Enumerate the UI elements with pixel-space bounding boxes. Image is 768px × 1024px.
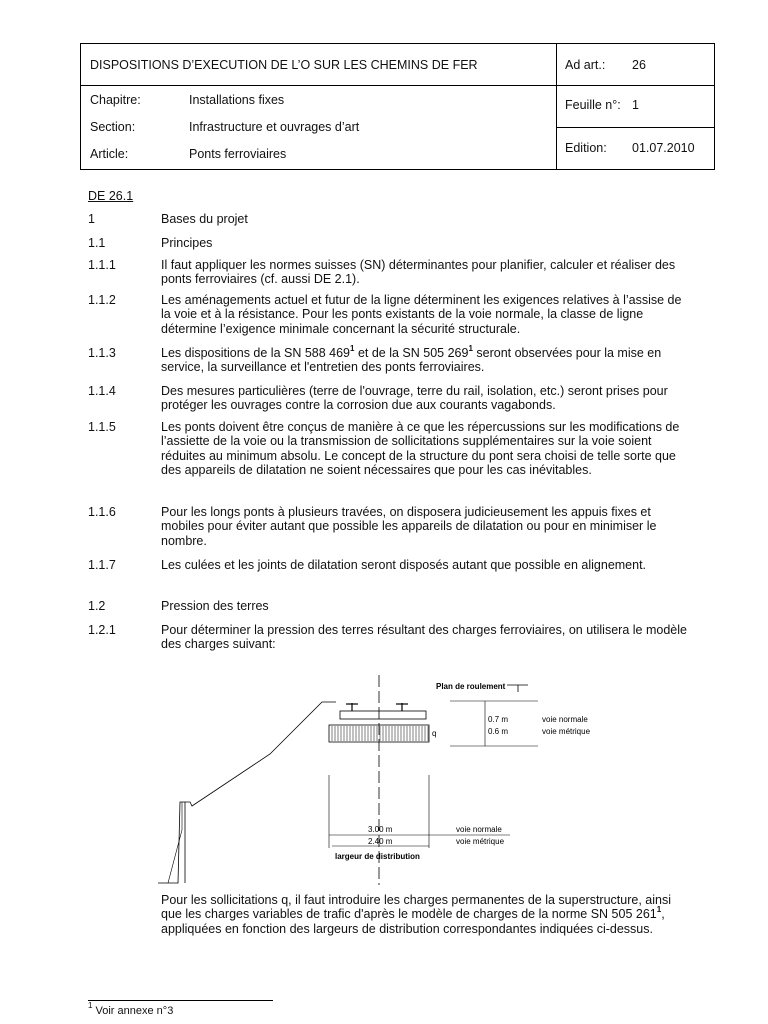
feuille-label: Feuille n°: — [565, 98, 621, 112]
section-label: Section: — [90, 120, 136, 134]
text-run: et de la SN 505 269 — [354, 346, 469, 360]
paragraph-text: Il faut appliquer les normes suisses (SN) déterminantes pour planifier, calculer et réaliser des ponts ferroviaires (cf. aussi DE 2.1). — [161, 258, 676, 287]
paragraph-text: Pour déterminer la pression des terres résultant des charges ferroviaires, on utilisera le modèle des charges suivant: — [161, 623, 687, 652]
voie-normale-label: voie normale — [542, 715, 588, 724]
footnote-mark: 1 — [88, 1001, 93, 1011]
article-label: Article: — [90, 147, 129, 161]
feuille-value: 1 — [632, 98, 639, 112]
paragraph-number: 1.1.6 — [88, 505, 116, 519]
paragraph-text: Pression des terres — [161, 599, 269, 613]
sleeper — [340, 711, 426, 719]
paragraph-text: Les ponts doivent être conçus de manière à ce que les répercussions sur les modifications de l’assiette de la voie ou la transmission de sollicitations supplémentaires sur la voie soient réduites au minimum absolu. Le concept de la structure du pont sera choisi de telle sorte que des appareils de dilatation ne soient nécessaires que pour les cas inévitables. — [161, 420, 680, 477]
footnote-ref: 1 — [468, 343, 473, 353]
paragraph-number: 1.1.1 — [88, 258, 116, 272]
header-rule — [81, 85, 714, 86]
paragraph-text: Les culées et les joints de dilatation seront disposés autant que possible en alignement. — [161, 558, 647, 572]
voie-metrique-label: voie métrique — [542, 727, 591, 736]
plan-label: Plan de roulement — [436, 682, 506, 691]
paragraph-text: Bases du projet — [161, 212, 248, 226]
footnote-rule — [88, 1000, 273, 1001]
edition-value: 01.07.2010 — [632, 141, 695, 155]
paragraph-number: 1.2.1 — [88, 623, 116, 637]
paragraph-number: 1.1.3 — [88, 346, 116, 360]
dim-metric-label: 0.6 m — [488, 727, 509, 736]
paragraph-number: 1.1 — [88, 236, 106, 250]
doc-reference: DE 26.1 — [88, 189, 134, 203]
dim-normal-label: 0.7 m — [488, 715, 509, 724]
paragraph-number: 1.1.2 — [88, 293, 116, 307]
text-run: seront observées pour la mise en service, la surveillance et l'entretien des ponts ferroviaires. — [161, 346, 662, 375]
paragraph-number: 1 — [88, 212, 95, 226]
footnote — [88, 1001, 174, 1017]
paragraph-text — [161, 343, 688, 375]
voie-normale-label-2: voie normale — [456, 825, 502, 834]
chapitre-label: Chapitre: — [90, 93, 141, 107]
header-title: DISPOSITIONS D’EXECUTION DE L’O SUR LES CHEMINS DE FER — [90, 58, 478, 72]
paragraph-text: Les aménagements actuel et futur de la ligne déterminent les exigences relatives à l’assise de la voie et à la résistance. Pour les ponts existants de la voie normale, la classe de ligne détermine l’exigence minimale concernant la sécurité structurale. — [161, 293, 682, 336]
ad-art-value: 26 — [632, 58, 646, 72]
paragraph-text: Pour les longs ponts à plusieurs travées, on disposera judicieusement les appuis fixes et mobiles pour éviter autant que possible les appareils de dilatation ou pour en minimiser le nombre. — [161, 505, 657, 548]
text-run: Les dispositions de la SN 588 469 — [161, 346, 351, 360]
text-run: Pour les sollicitations q, il faut introduire les charges permanentes de la superstructure, ainsi que les charges variables de trafic d'après le modèle de charges de la norme SN 505 261 — [161, 893, 671, 922]
width-normal-label: 3.00 m — [368, 825, 393, 834]
header-rule-right — [556, 127, 714, 128]
paragraph-number: 1.1.4 — [88, 384, 116, 398]
footnote-ref: 1 — [656, 905, 662, 915]
footnote-ref: 1 — [350, 343, 355, 353]
ad-art-label: Ad art.: — [565, 58, 606, 72]
load-model-figure — [150, 670, 610, 890]
article-value: Ponts ferroviaires — [189, 147, 287, 161]
chapitre-value: Installations fixes — [189, 93, 285, 107]
q-label: q — [432, 729, 437, 738]
paragraph-number: 1.1.5 — [88, 420, 116, 434]
header-divider — [556, 44, 557, 169]
footnote-text: Voir annexe n°3 — [95, 1005, 174, 1017]
header-table — [80, 43, 715, 170]
paragraph-text — [161, 893, 688, 936]
largeur-label: largeur de distribution — [335, 852, 420, 861]
paragraph-text: Principes — [161, 236, 213, 250]
text-run: , appliquées en fonction des largeurs de distribution correspondantes indiquées ci-dessus. — [161, 907, 665, 936]
paragraph-number: 1.1.7 — [88, 558, 116, 572]
section-value: Infrastructure et ouvrages d’art — [189, 120, 360, 134]
paragraph-number: 1.2 — [88, 599, 106, 613]
voie-metrique-label-2: voie métrique — [456, 837, 505, 846]
width-metric-label: 2.40 m — [368, 837, 393, 846]
paragraph-text: Des mesures particulières (terre de l'ouvrage, terre du rail, isolation, etc.) seront prises pour protéger les ouvrages contre la corrosion due aux courants vagabonds. — [161, 384, 668, 413]
edition-label: Edition: — [565, 141, 607, 155]
